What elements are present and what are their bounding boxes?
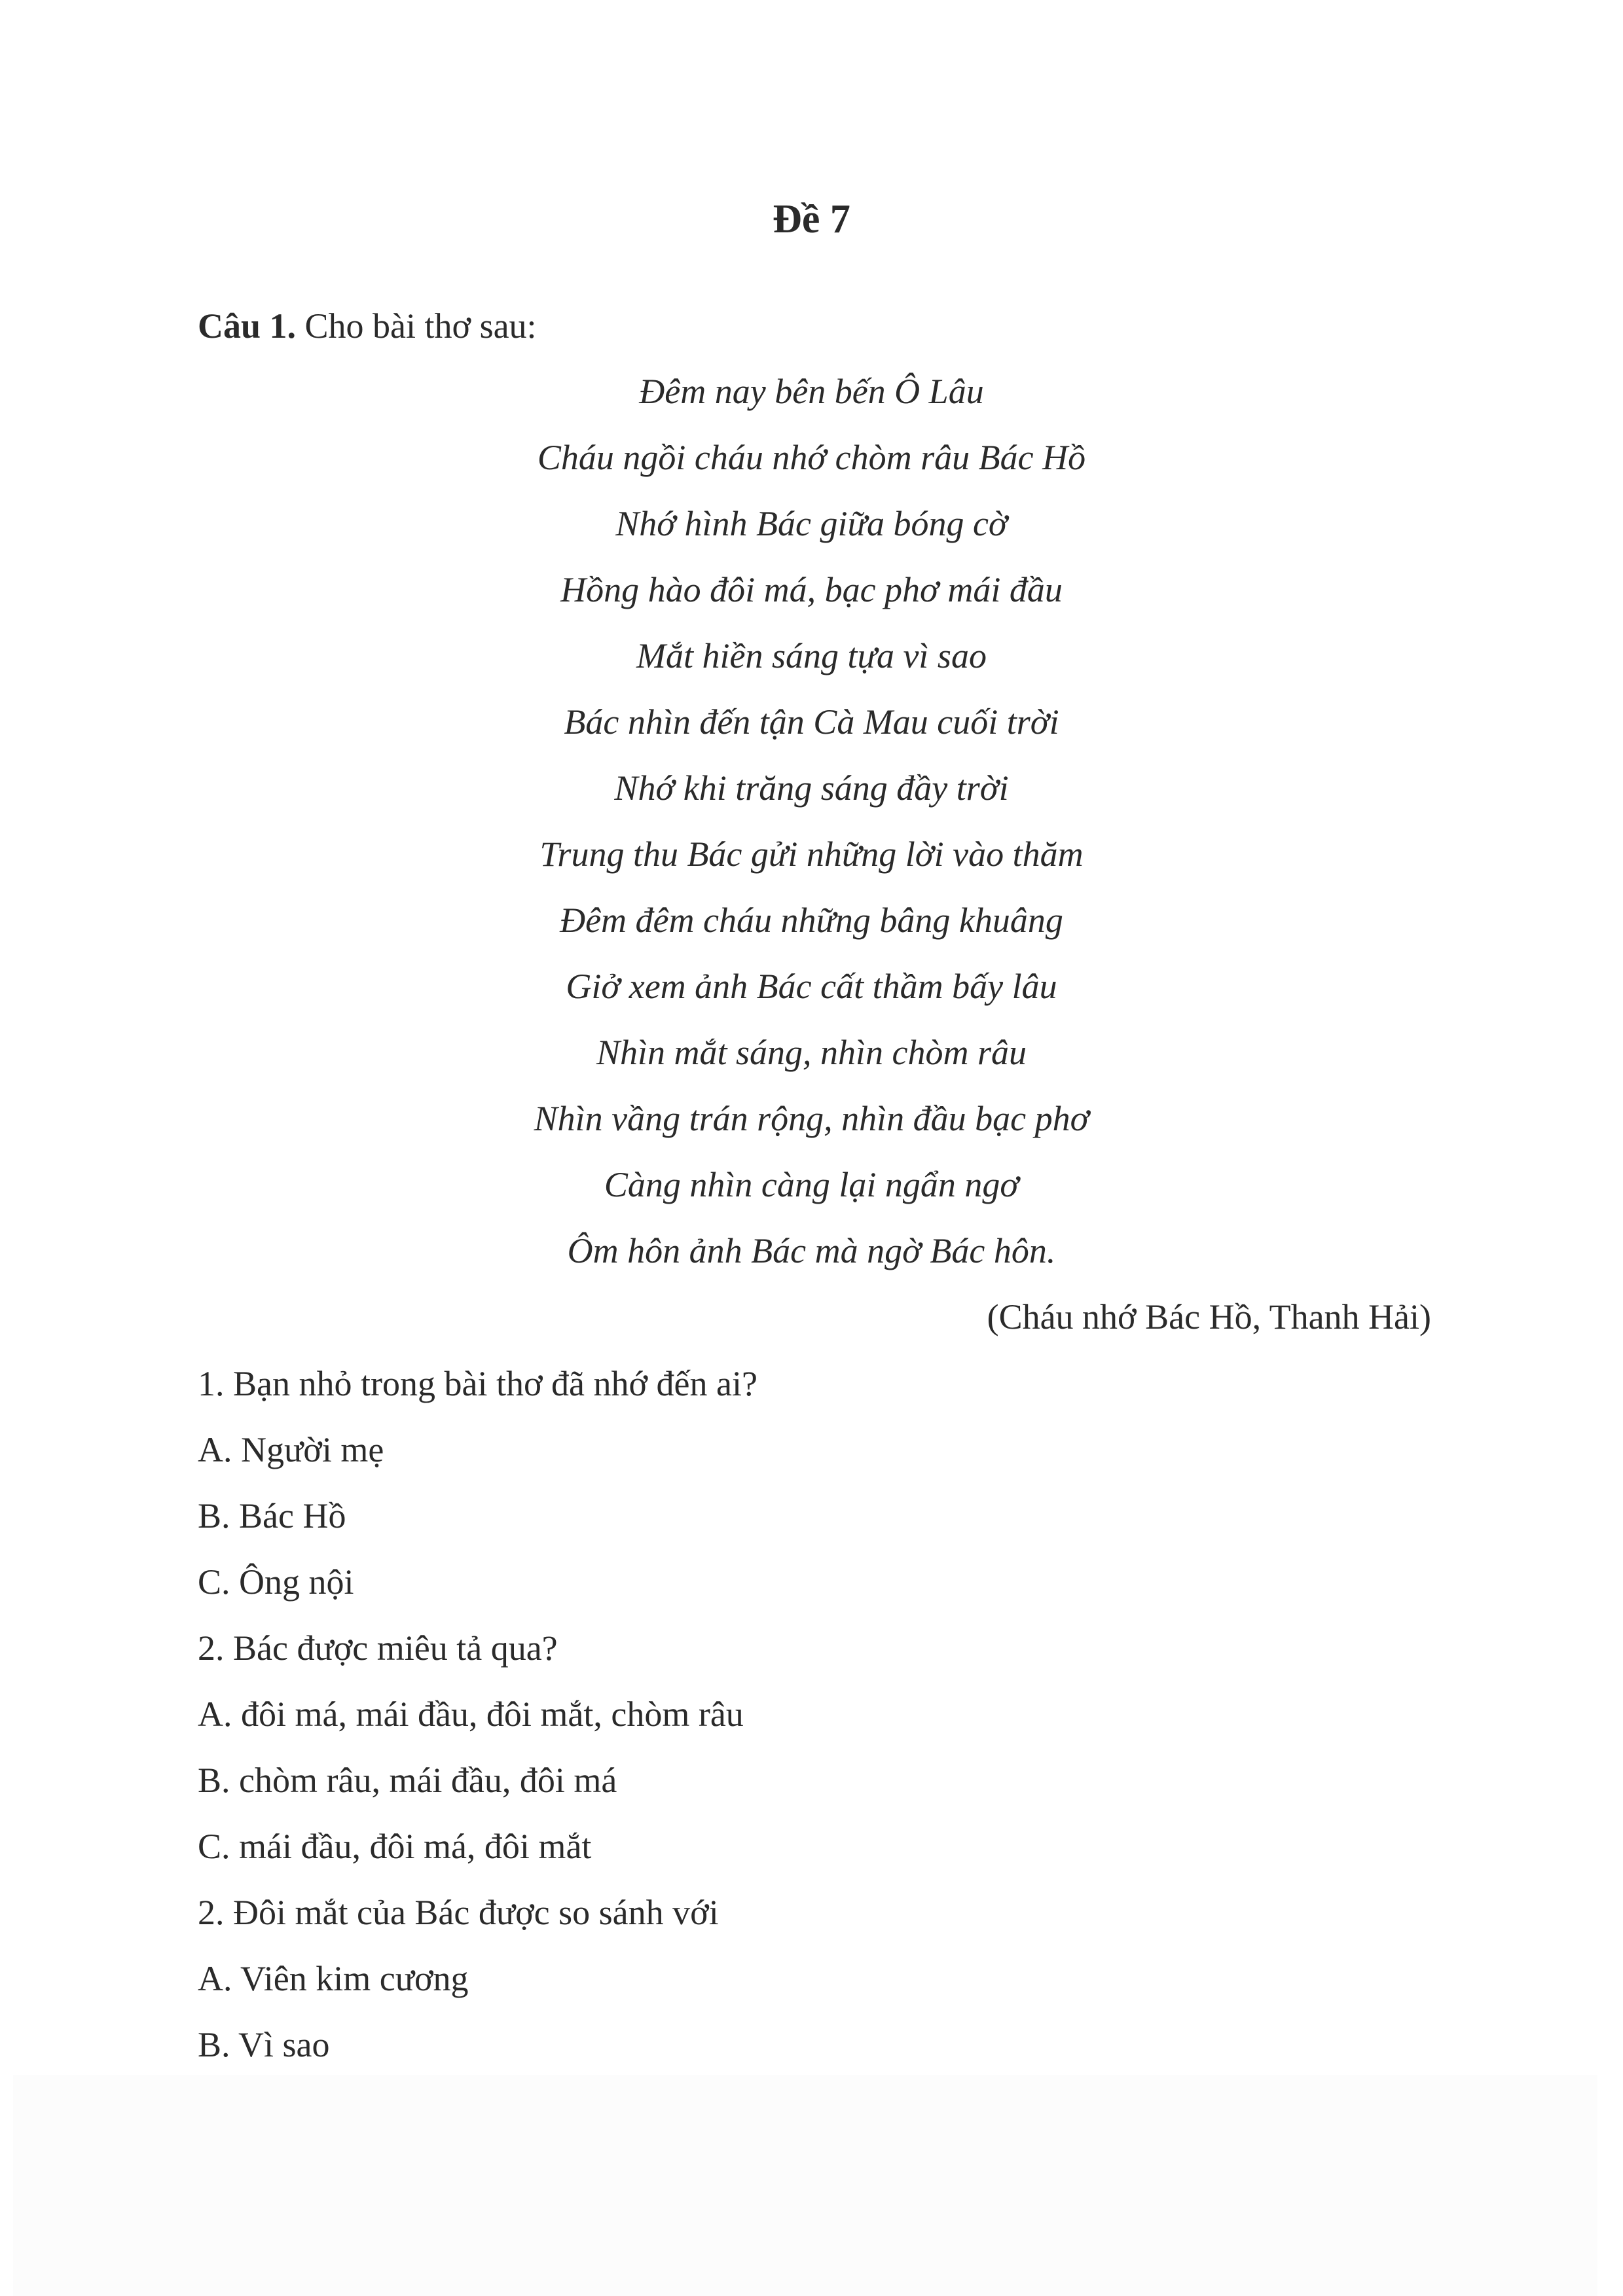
answer-option: C. Ông nội: [198, 1562, 354, 1602]
question-1-label: Câu 1.: [198, 306, 297, 346]
question-text: 1. Bạn nhỏ trong bài thơ đã nhớ đến ai?: [198, 1364, 757, 1403]
question-1-prompt: Cho bài thơ sau:: [304, 306, 537, 346]
poem-line: Bác nhìn đến tận Cà Mau cuối trời: [564, 702, 1059, 742]
question-text: 2. Đôi mắt của Bác được so sánh với: [198, 1893, 719, 1932]
poem-line: Trung thu Bác gửi những lời vào thăm: [539, 834, 1084, 874]
answer-option: A. Viên kim cương: [198, 1959, 469, 1998]
poem-line: Nhìn mắt sáng, nhìn chòm râu: [596, 1033, 1027, 1072]
question-1-heading: [198, 293, 537, 359]
poem-line: Đêm nay bên bến Ô Lâu: [639, 372, 984, 411]
answer-option: A. đôi má, mái đầu, đôi mắt, chòm râu: [198, 1695, 744, 1734]
poem: [0, 359, 1623, 1284]
poem-line: Mắt hiền sáng tựa vì sao: [636, 636, 987, 675]
question-list: [198, 1351, 757, 2078]
poem-line: Nhớ hình Bác giữa bóng cờ: [615, 504, 1008, 543]
poem-line: Nhớ khi trăng sáng đầy trời: [614, 768, 1009, 808]
page-bottom-shade: [13, 2075, 1597, 2296]
answer-option: B. Vì sao: [198, 2025, 330, 2064]
poem-source: (Cháu nhớ Bác Hồ, Thanh Hải): [987, 1297, 1431, 1336]
answer-option: B. Bác Hồ: [198, 1496, 346, 1535]
answer-option: C. mái đầu, đôi má, đôi mắt: [198, 1827, 592, 1866]
answer-option: B. chòm râu, mái đầu, đôi má: [198, 1761, 617, 1800]
poem-line: Hồng hào đôi má, bạc phơ mái đầu: [560, 570, 1063, 609]
page-title: Đề 7: [773, 197, 850, 242]
poem-line: Cháu ngồi cháu nhớ chòm râu Bác Hồ: [537, 438, 1086, 477]
poem-line: Ôm hôn ảnh Bác mà ngờ Bác hôn.: [567, 1231, 1056, 1270]
question-text: 2. Bác được miêu tả qua?: [198, 1628, 558, 1668]
poem-line: Giở xem ảnh Bác cất thầm bấy lâu: [566, 967, 1057, 1006]
answer-option: A. Người mẹ: [198, 1430, 384, 1469]
poem-line: Đêm đêm cháu những bâng khuâng: [560, 901, 1063, 940]
poem-line: Càng nhìn càng lại ngẩn ngơ: [604, 1165, 1019, 1204]
poem-line: Nhìn vầng trán rộng, nhìn đầu bạc phơ: [534, 1099, 1089, 1138]
